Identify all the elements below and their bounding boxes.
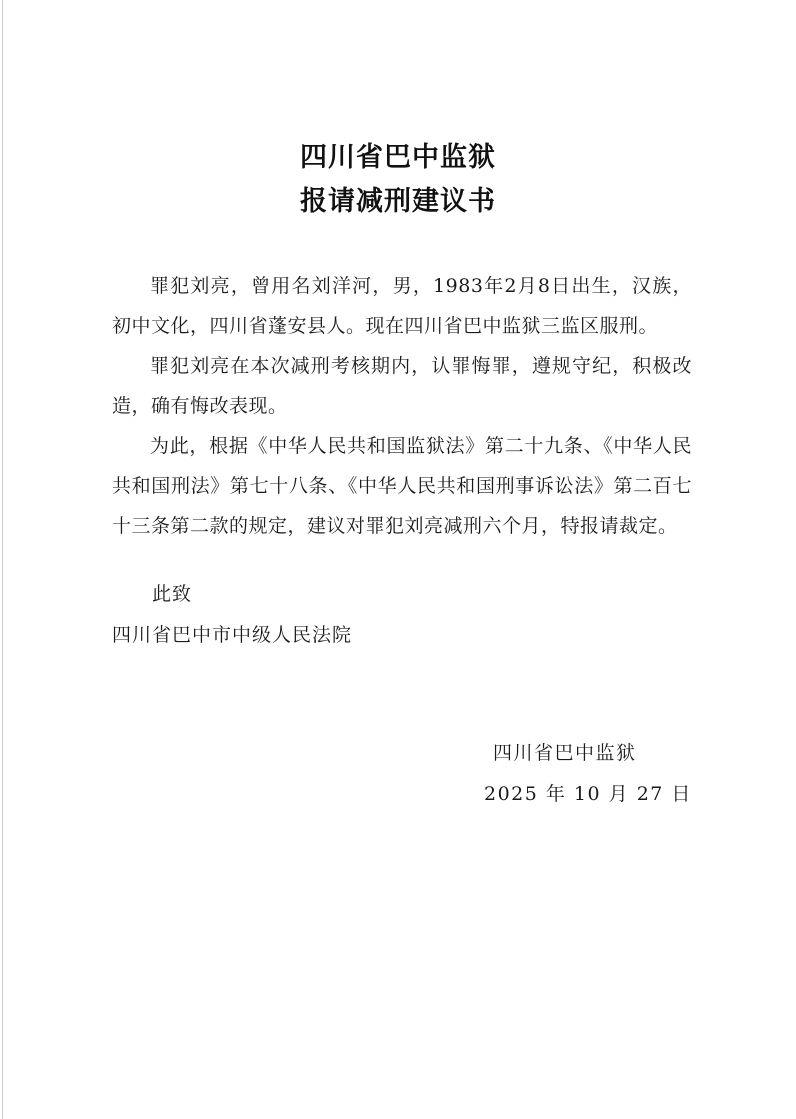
document-title-line2: 报请减刑建议书 (300, 186, 496, 217)
salutation: 此致 (152, 583, 193, 605)
paragraph-performance: 罪犯刘亮在本次减刑考核期内，认罪悔罪，遵规守纪，积极改造，确有悔改表现。 (112, 355, 692, 417)
document-title-line1: 四川省巴中监狱 (300, 142, 496, 173)
paragraph-legal-basis: 为此，根据《中华人民共和国监狱法》第二十九条、《中华人民共和国刑法》第七十八条、《中华人民共和国刑事诉讼法》第二百七十三条第二款的规定，建议对罪犯刘亮减刑六个月，特报请裁定。 (112, 435, 692, 537)
paragraph-criminal-info: 罪犯刘亮，曾用名刘洋河，男，1983年2月8日出生，汉族，初中文化，四川省蓬安县人。现在四川省巴中监狱三监区服刑。 (112, 275, 692, 337)
recipient-court: 四川省巴中市中级人民法院 (112, 624, 353, 646)
signature-organization: 四川省巴中监狱 (493, 742, 637, 764)
signature-date: 2025 年 10 月 27 日 (484, 783, 692, 805)
